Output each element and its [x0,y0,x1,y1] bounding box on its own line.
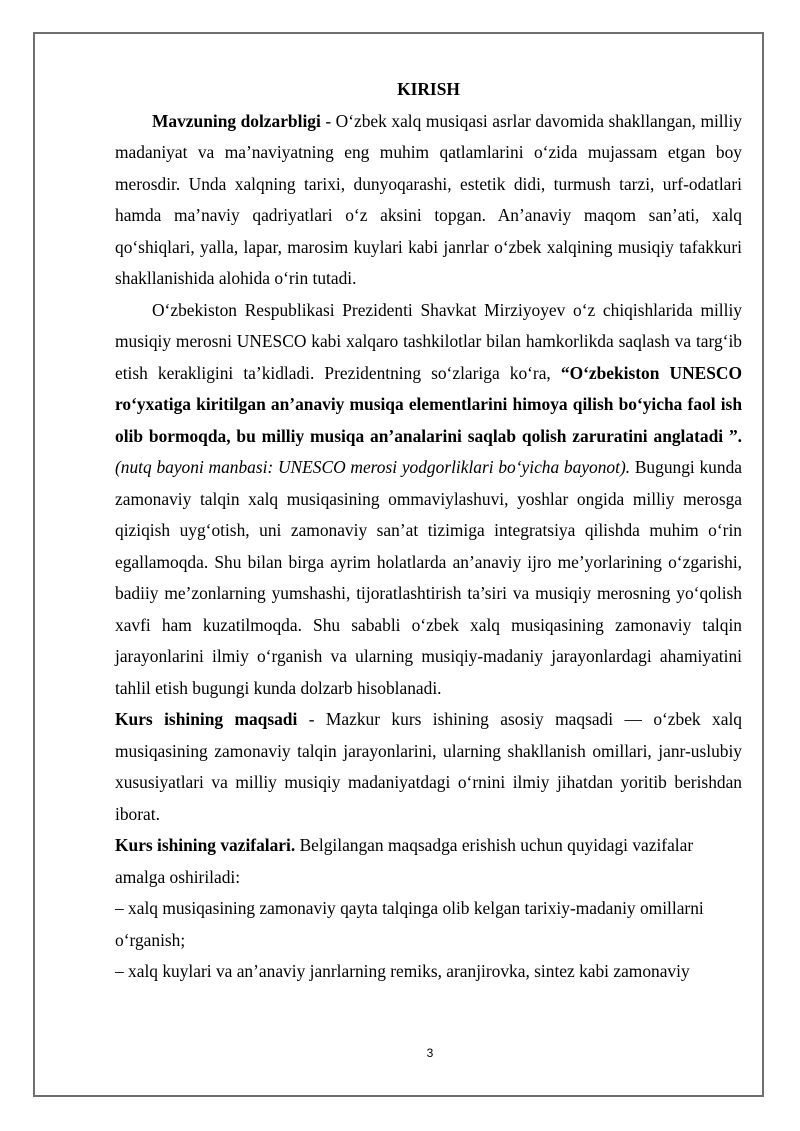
page-number: 3 [426,1046,434,1060]
list-item: – xalq kuylari va an’anaviy janrlarning remiks, aranjirovka, sintez kabi zamonaviy [115,961,690,981]
list-item: – xalq musiqasining zamonaviy qayta talqinga olib kelgan tarixiy-madaniy omillarni o‘rganish; [115,898,704,950]
goal-text: - Mazkur kurs ishining asosiy maqsadi — o‘zbek xalq musiqasining zamonaviy talqin jarayonlarini, ularning shakllanish omillari, janr-uslubiy xususiyatlari va milliy musiqiy madaniyatdagi o‘rnini ilmiy jihatdan yoritib berishdan iborat. [115,709,742,824]
paragraph-goal [115,704,742,830]
goal-label: Kurs ishining maqsadi [115,709,298,729]
quote-source: (nutq bayoni manbasi: UNESCO merosi yodgorliklari bo‘yicha bayonot). [115,457,631,477]
paragraph-relevance [115,106,742,295]
president-text-1: O‘zbekiston Respublikasi Prezidenti Shavkat Mirziyoyev o‘z chiqishlarida milliy musiqiy merosni UNESCO kabi xalqaro tashkilotlar bilan hamkorlikda saqlash va targ‘ib etish kerakligini ta’kidladi. Prezidentning so‘zlariga ko‘ra, [115,299,742,383]
president-text-2: Bugungi kunda zamonaviy talqin xalq musiqasining ommaviylashuvi, yoshlar ongida milliy merosga qiziqish uyg‘otish, uni zamonaviy san’at tizimiga integratsiya qilishda muhim o‘rin egallamoqda. Shu bilan birga ayrim holatlarda an’anaviy ijro me’yorlarining o‘zgarishi, badiiy me’zonlarning yumshashi, tijoratlashtirish ta’siri va musiqiy merosning yo‘qolish xavfi ham kuzatilmoqda. Shu sababli o‘zbek xalq musiqasining zamonaviy talqin jarayonlarini ilmiy o‘rganish va ularning musiqiy-madaniy jarayonlardagi ahamiyatini tahlil etish bugungi kunda dolzarb hisoblanadi. [115,457,742,698]
paragraph-tasks [115,830,742,893]
tasks-text: Belgilangan maqsadga erishish uchun quyidagi vazifalar amalga oshiriladi: [115,835,694,887]
relevance-text: - O‘zbek xalq musiqasi asrlar davomida shakllangan, milliy madaniyat va ma’naviyatning eng muhim qatlamlarini o‘zida mujassam etgan boy merosdir. Unda xalqning tarixi, dunyoqarashi, estetik didi, turmush tarzi, urf-odatlari hamda ma’naviy qadriyatlari o‘z aksini topgan. An’anaviy maqom san’ati, xalq qo‘shiqlari, yalla, lapar, marosim kuylari kabi janrlar o‘zbek xalqining musiqiy tafakkuri shakllanishida alohida o‘rin tutadi. [115,110,742,288]
paragraph-president [115,295,742,705]
relevance-label: Mavzuning dolzarbligi [152,110,321,131]
document-body [115,74,742,988]
tasks-label: Kurs ishining vazifalari. [115,835,296,855]
document-title: KIRISH [397,79,460,99]
president-quote: “O‘zbekiston UNESCO ro‘yxatiga kiritilgan an’anaviy musiqa elementlarini himoya qilish bo‘yicha faol ish olib bormoqda, bu milliy musiqa an’analarini saqlab qolish zaruratini anglatadi ”. [115,362,742,446]
